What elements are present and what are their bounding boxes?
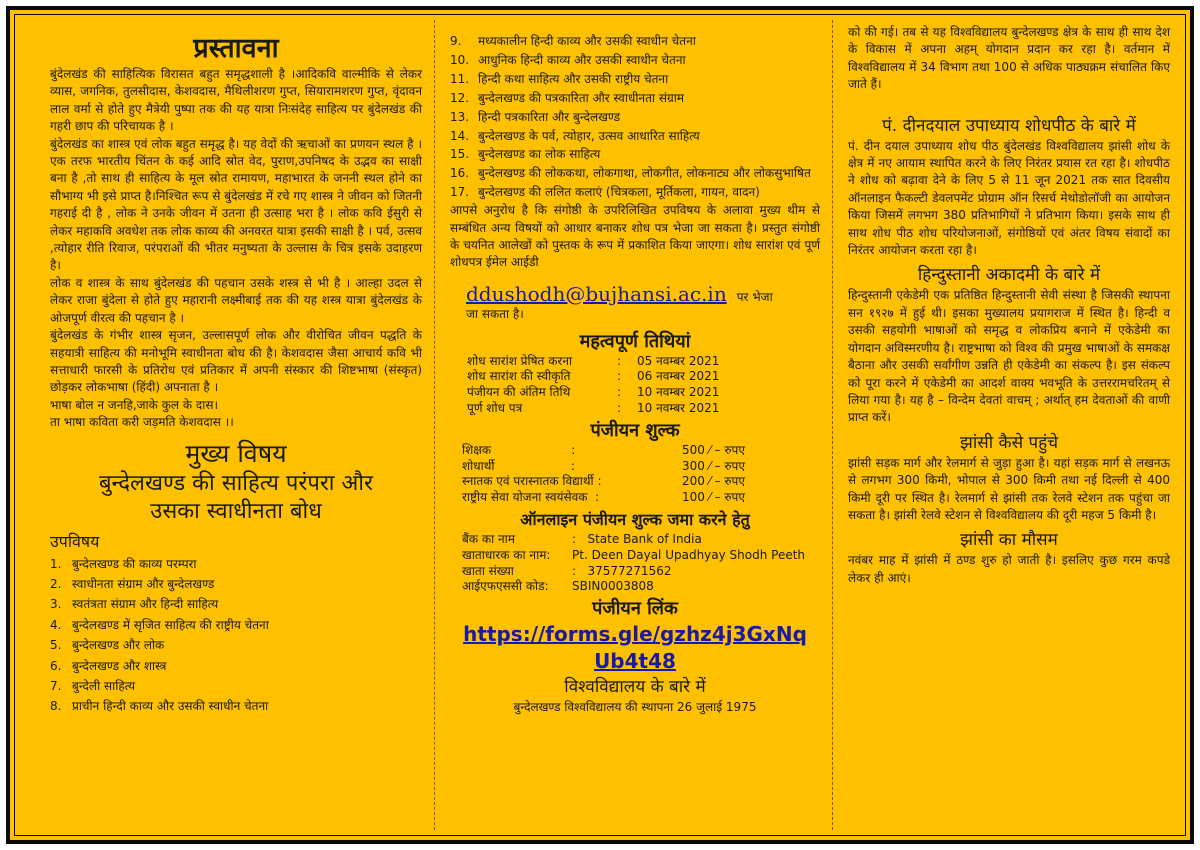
appeal-text: आपसे अनुरोध है कि संगोष्ठी के उपरिलिखित उपविषय के अलावा मुख्य थीम से सम्बंधित अन्य विषयों को आधार बनाकर शोध पत्र भेजा जा सकता है। प्रस्तुत संगोष्ठी के चयनित आलेखों को पुस्तक के रूप में प्रकाशित किया जाएगा। शोध सारांश एवं पूर्ण शोधपत्र ईमेल आईडी	[450, 203, 820, 270]
subtopic-number: 5.	[50, 638, 62, 653]
date-value: 10 नवम्बर 2021	[637, 400, 720, 415]
fee-label: राष्ट्रीय सेवा योजना स्वयंसेवक :	[462, 490, 600, 505]
bank-value: : 37577271562	[572, 563, 672, 578]
subtopic-item	[450, 51, 820, 70]
subtopic-item	[50, 554, 422, 574]
subtopic-item	[450, 89, 820, 108]
academy-title: हिन्दुस्तानी अकादमी के बारे में	[917, 265, 1101, 286]
subtopic-item	[450, 183, 820, 202]
registration-link-line-2[interactable]: Ub4t48	[594, 649, 676, 674]
subtopic-number: 12.	[450, 90, 470, 105]
intro-paragraph-3: लोक व शास्त्र के साथ बुंदेलखंड की पहचान उसके शस्त्र से भी है । आल्हा उदल से लेकर राजा बुंदेला से होते हुए महारानी लक्ष्मीबाई तक की यह शस्त्र यात्रा बुंदेलखंड के ओजपूर्ण वीरत्व की पहचान है ।	[50, 275, 422, 325]
date-separator: :	[617, 385, 622, 400]
subtopic-text: स्वतंत्रता संग्राम और हिन्दी साहित्य	[72, 597, 219, 612]
subtopic-number: 8.	[50, 699, 62, 714]
column-middle	[450, 10, 820, 840]
subtopic-item	[50, 615, 422, 635]
subtopic-item	[50, 676, 422, 696]
bank-value: Pt. Deen Dayal Upadhyay Shodh Peeth	[572, 547, 806, 562]
date-value: 10 नवम्बर 2021	[637, 385, 720, 400]
date-separator: :	[617, 369, 622, 384]
dates-table	[450, 354, 820, 417]
subtopic-number: 15.	[450, 147, 470, 162]
subtopic-number: 2.	[50, 576, 62, 591]
online-fee-title: ऑनलाइन पंजीयन शुल्क जमा करने हेतु	[520, 509, 750, 529]
subtopic-number: 6.	[50, 658, 62, 673]
fee-value: 500 ⁄ – रुपए	[682, 442, 745, 457]
how-to-reach-text: झांसी सड़क मार्ग और रेलमार्ग से जुड़ा हुआ है। यहां सड़क मार्ग से लखनऊ से लगभग 300 किमी, भोपाल से 300 किमी तथा नई दिल्ली से 400 किमी दूरी पर स्थित है। रेलमार्ग से झांसी तक रेलवे स्टेशन तक पहुंचा जा सकता है। झांसी रेलवे स्टेशन से विश्वविद्यालय की दूरी महज 5 किमी है।	[848, 455, 1170, 522]
column-divider-2	[832, 20, 833, 830]
column-left	[50, 10, 422, 840]
email-suffix-2: जा सकता है।	[466, 307, 524, 322]
main-topic-line-2: उसका स्वाधीनता बोध	[150, 498, 322, 524]
fee-label: स्नातक एवं परास्नातक विद्यार्थी :	[462, 474, 602, 489]
subtopic-text: बुन्देलखण्ड का लोक साहित्य	[478, 147, 601, 162]
subtopic-item	[50, 696, 422, 716]
subtopic-text: आधुनिक हिन्दी काव्य और उसकी स्वाधीन चेतना	[478, 52, 686, 67]
subtopic-number: 14.	[450, 128, 470, 143]
university-text: बुन्देलखण्ड विश्वविद्यालय की स्थापना 26 जुलाई 1975	[513, 700, 757, 715]
subtopic-list-2	[450, 32, 820, 202]
fee-label: शोधार्थी :	[462, 458, 575, 473]
academy-text: हिन्दुस्तानी एकेडेमी एक प्रतिष्ठित हिन्दुस्तानी सेवी संस्था है जिसकी स्थापना सन १९२७ में हुई थी। इसका मुख्यालय प्रयागराज में स्थित है। हिन्दी व उसकी सहयोगी भाषाओं को समृद्ध व लोकप्रिय बनाने में एकेडेमी का योगदान अविस्मरणीय है। राष्ट्रभाषा को विश्व की प्रमुख भाषाओं के समकक्ष बैठाना और उसकी सर्वांगीण उन्नति ही एकेडेमी का संकल्प है। इस संकल्प को पूरा करने में एकेडेमी का आदर्श वाक्य भवभूति के उत्तररामचरितम् से लिया गया है। यह है – विन्देम देवतां वाचम् ; अर्थात् हम देवताओं की वाणी प्राप्त करें।	[848, 288, 1170, 425]
subtopic-item	[450, 70, 820, 89]
main-topic-line-1: बुन्देलखण्ड की साहित्य परंपरा और	[98, 470, 374, 496]
column-divider-1	[434, 20, 435, 830]
fee-table	[450, 443, 820, 506]
subtopic-heading: उपविषय	[50, 531, 100, 551]
subtopic-number: 11.	[450, 71, 470, 86]
email-suffix: पर भेजा	[736, 289, 773, 304]
bank-details	[450, 532, 820, 595]
bank-label: खाता संख्या	[462, 563, 514, 578]
subtopic-item	[450, 32, 820, 51]
main-topic-title: मुख्य विषय	[185, 438, 287, 468]
shodhpeeth-text: पं. दीन दयाल उपाध्याय शोध पीठ बुंदेलखंड विश्वविद्यालय झांसी शोध के क्षेत्र में नए आयाम स्थापित करने के लिए निरंतर प्रयास रत रहा है। शोधपीठ ने शोध को बढ़ावा देने के लिए 5 से 11 जून 2021 तक सात दिवसीय ऑनलाइन फैकल्टी डेवलपमेंट प्रोग्राम ऑन रिसर्च मेथोडोलॉजी का आयोजन किया जिसमें लगभग 380 प्रतिभागियों ने प्रतिभाग किया। इसके साथ ही साथ शोध पीठ शोध परियोजनाओं, संगोष्ठियों एवं अंतर विषय संवादों का निरंतर आयोजन करता रहा है।	[848, 138, 1170, 258]
intro-paragraph-2: बुंदेलखंड का शास्त्र एवं लोक बहुत समृद्ध है। यह वेदों की ऋचाओं का प्रणयन स्थल है ।एक तरफ भारतीय चिंतन के कई आदि स्रोत वेद, पुराण,उपनिषद के उद्भव का साक्षी बना है ,तो साथ ही साहित्य के मूल स्रोत रामायण, महाभारत के जननी स्थल होने का सौभाग्य भी इसे प्राप्त है।निश्चित रूप से बुंदेलखंड में रचे गए शास्त्र ने जीवन को जितनी गहराई दी है , लोक ने उनके जीवन में उतना ही उत्साह भरा है । लोक कवि ईसुरी से लेकर महाकवि अवधेश तक लोक काव्य की अनवरत यात्रा इसकी साक्षी है । पर्व, उत्सव ,त्योहार रीति रिवाज, परंपराओं की भीतर मनुष्यता के उल्लास के चित्र इसके उदाहरण है।	[50, 136, 422, 273]
subtopic-list-1	[50, 554, 422, 717]
email-row	[450, 282, 820, 306]
fee-label: शिक्षक :	[462, 442, 576, 457]
date-label: पूर्ण शोध पत्र	[467, 400, 523, 415]
subtopic-text: बुन्देलखण्ड की ललित कलाएं (चित्रकला, मूर्तिकला, गायन, वादन)	[478, 185, 760, 200]
email-link[interactable]: ddushodh@bujhansi.ac.in	[466, 281, 727, 306]
subtopic-item	[50, 574, 422, 594]
subtopic-item	[450, 164, 820, 183]
subtopic-text: बुन्देलखण्ड में सृजित साहित्य की राष्ट्रीय चेतना	[72, 617, 269, 632]
date-value: 05 नवम्बर 2021	[637, 353, 720, 368]
subtopic-text: बुन्देलखण्ड की पत्रकारिता और स्वाधीनता संग्राम	[478, 90, 685, 105]
bank-label: बैंक का नाम	[462, 531, 515, 546]
intro-paragraph-4: बुंदेलखंड के गंभीर शास्त्र सृजन, उल्लासपूर्ण लोक और वीरोचित जीवन पद्धति के सहयात्री साहित्य की मनोभूमि स्वाधीनता बोध की है। केशवदास जैसा आचार्य कवि भी सत्ताधारी फारसी के प्रतिरोध एवं प्रतिकार में अपनी संस्कार की शिष्टभाषा (संस्कृत) छोड़कर लोकभाषा (हिंदी) अपनाता है ।	[50, 328, 422, 395]
subtopic-item	[50, 594, 422, 614]
verse-line-2: ता भाषा कविता करी जड़मति केशवदास ।।	[50, 415, 234, 430]
intro-paragraph-1: बुंदेलखंड की साहित्यिक विरासत बहुत समृद्धशाली है ।आदिकवि वाल्मीकि से लेकर व्यास, जगनिक, तुलसीदास, केशवदास, मैथिलीशरण गुप्त, सियारामशरण गुप्त, वृंदावन लाल वर्मा से होते हुए मैत्रेयी पुष्पा तक की यह यात्रा निःसंदेह साहित्य पर बुंदेलखंड की गहरी छाप की परिचायक है ।	[50, 67, 422, 134]
date-separator: :	[617, 400, 622, 415]
university-title: विश्वविद्यालय के बारे में	[564, 677, 706, 698]
date-label: शोध सारांश की स्वीकृति	[467, 369, 571, 384]
fee-value: 300 ⁄ – रुपए	[682, 458, 745, 473]
date-value: 06 नवम्बर 2021	[637, 369, 720, 384]
subtopic-text: बुन्देलखण्ड की लोककथा, लोकगाथा, लोकगीत, लोकनाट्य और लोकसुभाषित	[478, 166, 811, 181]
subtopic-text: बुन्देलखण्ड की काव्य परम्परा	[72, 556, 197, 571]
weather-title: झांसी का मौसम	[960, 530, 1058, 551]
subtopic-item	[450, 108, 820, 127]
verse-line-1: भाषा बोल न जनहि,जाके कुल के दास।	[50, 397, 219, 412]
how-to-reach-title: झांसी कैसे पहुंचे	[960, 432, 1058, 453]
subtopic-item	[450, 145, 820, 164]
registration-link-line-1[interactable]: https://forms.gle/gzhz4j3GxNq	[463, 622, 807, 647]
subtopic-text: बुन्देली साहित्य	[72, 678, 136, 693]
brochure-frame	[6, 6, 1194, 844]
subtopic-number: 16.	[450, 166, 470, 181]
subtopic-text: स्वाधीनता संग्राम और बुन्देलखण्ड	[72, 576, 215, 591]
subtopic-text: प्राचीन हिन्दी काव्य और उसकी स्वाधीन चेतना	[72, 699, 269, 714]
date-label: शोध सारांश प्रेषित करना	[467, 353, 573, 368]
subtopic-item	[50, 656, 422, 676]
bank-label: आईएफएससी कोड:	[462, 579, 549, 594]
subtopic-text: बुन्देलखण्ड और शास्त्र	[72, 658, 167, 673]
registration-link-title: पंजीयन लिंक	[592, 598, 678, 620]
subtopic-item	[50, 635, 422, 655]
subtopic-text: हिन्दी पत्रकारिता और बुन्देलखण्ड	[478, 109, 621, 124]
subtopic-number: 4.	[50, 617, 62, 632]
bank-value: SBIN0003808	[572, 579, 654, 594]
column-right	[848, 10, 1170, 840]
subtopic-number: 7.	[50, 678, 62, 693]
subtopic-text: हिन्दी कथा साहित्य और उसकी राष्ट्रीय चेतना	[478, 71, 669, 86]
weather-text: नवंबर माह में झांसी में ठण्ड शुरु हो जाती है। इसलिए कुछ गरम कपडे लेकर ही आएं।	[848, 553, 1170, 585]
university-continued-text: को की गई। तब से यह विश्वविद्यालय बुन्देलखण्ड क्षेत्र के साथ ही साथ देश के विकास में अपना अहम् योगदान प्रदान कर रहा है। वर्तमान में विश्वविद्यालय में 34 विभाग तथा 100 से अधिक पाठ्यक्रम संचालित किए जाते हैं।	[848, 25, 1170, 92]
date-separator: :	[617, 353, 622, 368]
fee-value: 100 ⁄ – रुपए	[682, 490, 745, 505]
subtopic-text: बुन्देलखण्ड के पर्व, त्योहार, उत्सव आधारित साहित्य	[478, 128, 700, 143]
subtopic-number: 3.	[50, 597, 62, 612]
subtopic-text: बुन्देलखण्ड और लोक	[72, 638, 165, 653]
subtopic-number: 17.	[450, 185, 470, 200]
subtopic-text: मध्यकालीन हिन्दी काव्य और उसकी स्वाधीन चेतना	[478, 34, 696, 48]
dates-title: महत्वपूर्ण तिथियां	[579, 330, 691, 352]
subtopic-item	[450, 127, 820, 146]
bank-label: खाताधारक का नाम:	[462, 547, 551, 562]
subtopic-number: 9.	[450, 34, 462, 48]
fee-value: 200 ⁄ – रुपए	[682, 474, 745, 489]
subtopic-number: 10.	[450, 52, 470, 67]
fee-title: पंजीयन शुल्क	[590, 419, 680, 441]
intro-title: प्रस्तावना	[193, 33, 279, 64]
shodhpeeth-title: पं. दीनदयाल उपाध्याय शोधपीठ के बारे में	[882, 115, 1136, 136]
date-label: पंजीयन की अंतिम तिथि	[467, 385, 571, 400]
subtopic-number: 1.	[50, 556, 62, 571]
subtopic-number: 13.	[450, 109, 470, 124]
bank-value: : State Bank of India	[572, 531, 702, 546]
